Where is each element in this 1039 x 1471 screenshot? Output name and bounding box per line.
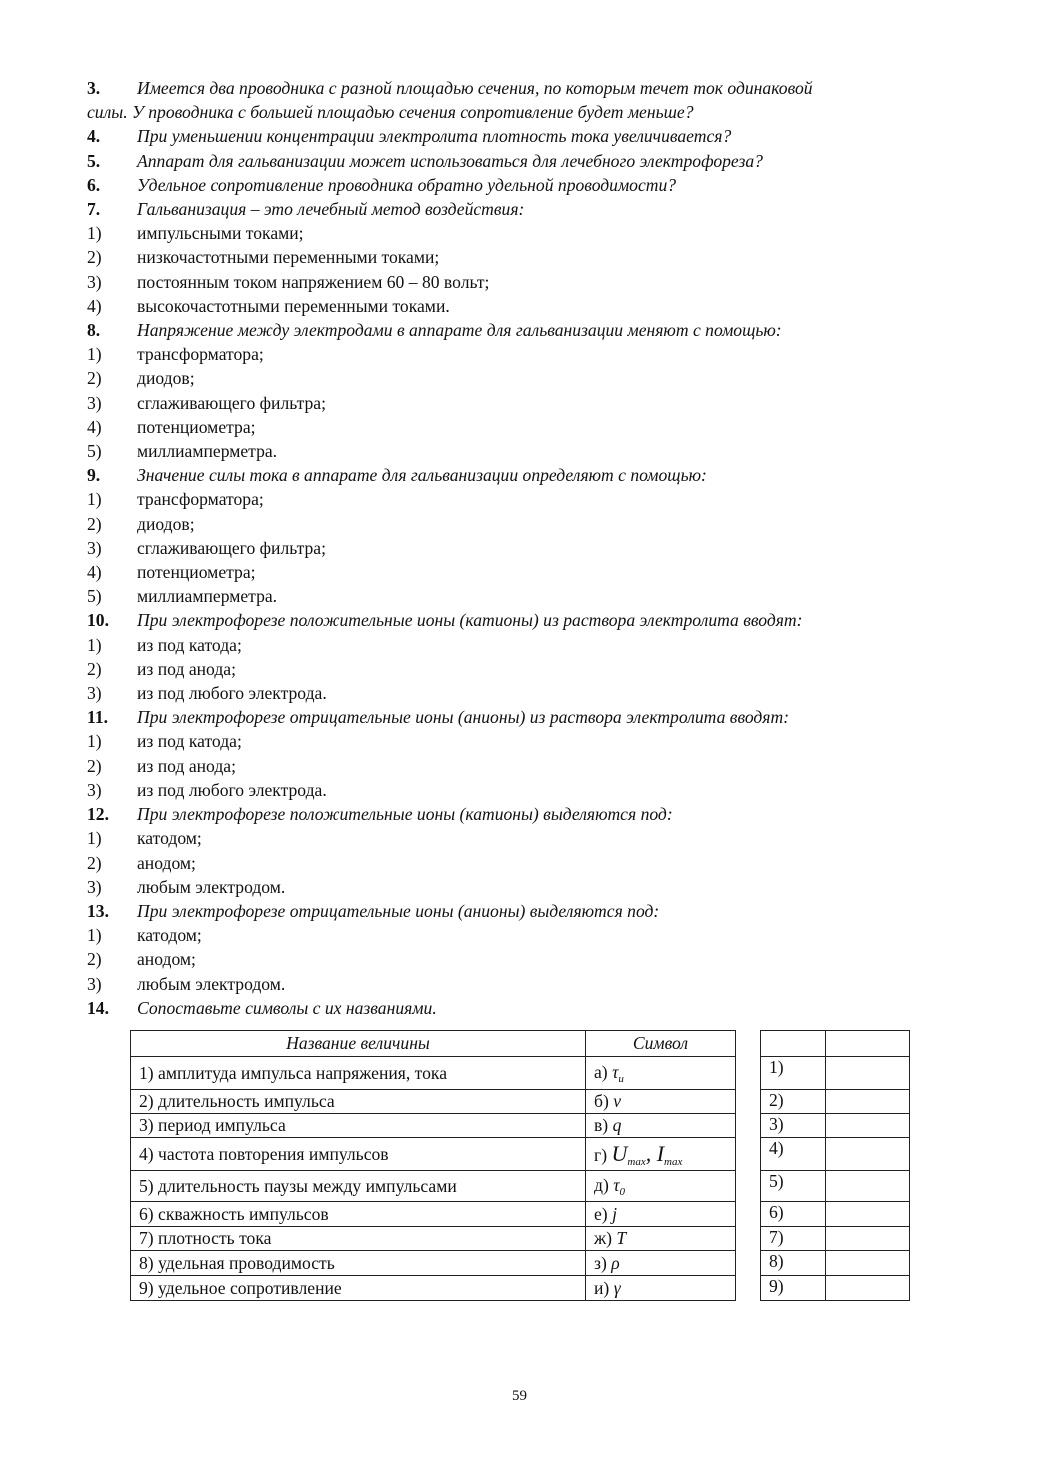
answer-option <box>87 487 957 511</box>
option-text: миллиамперметра. <box>137 441 278 462</box>
option-number: 4) <box>87 295 102 316</box>
quantity-symbol <box>586 1138 736 1171</box>
option-number: 3) <box>87 271 102 292</box>
question-row <box>87 899 957 923</box>
quantity-symbol <box>586 1090 736 1114</box>
answer-number: 9) <box>761 1276 826 1301</box>
quantity-name: 2) длительность импульса <box>131 1090 586 1114</box>
symbol-letter: д) <box>594 1174 609 1195</box>
quantity-symbol <box>586 1114 736 1138</box>
question-text: При уменьшении концентрации электролита плотность тока увеличивается? <box>137 126 732 147</box>
answer-option <box>87 391 957 415</box>
quantity-name: 7) плотность тока <box>131 1227 586 1251</box>
column-header-symbol: Символ <box>586 1031 736 1057</box>
answer-cell[interactable] <box>826 1251 910 1276</box>
option-number: 3) <box>87 683 102 704</box>
question-text: Аппарат для гальванизации может использоваться для лечебного электрофореза? <box>137 150 763 171</box>
option-number: 4) <box>87 562 102 583</box>
answer-cell[interactable] <box>826 1057 910 1090</box>
option-number: 3) <box>87 537 102 558</box>
symbol-subscript: и <box>618 1072 624 1085</box>
question-number: 8. <box>87 320 101 341</box>
matching-row <box>131 1227 736 1251</box>
symbol-letter: ж) <box>594 1228 613 1248</box>
quantity-symbol <box>586 1202 736 1227</box>
answer-number: 8) <box>761 1251 826 1276</box>
option-text: миллиамперметра. <box>137 586 278 607</box>
answer-option <box>87 584 957 608</box>
option-text: катодом; <box>137 925 202 946</box>
quantity-name: 9) удельное сопротивление <box>131 1276 586 1301</box>
matching-row <box>131 1138 736 1171</box>
symbol-letter: а) <box>594 1061 608 1082</box>
symbol-glyph: ν <box>613 1091 622 1111</box>
answer-option <box>87 947 957 971</box>
question-row <box>87 802 957 826</box>
quantity-symbol <box>586 1251 736 1276</box>
symbol-glyph: τ <box>612 1061 619 1082</box>
answer-option <box>87 439 957 463</box>
question-text-continued: силы. У проводника с большей площадью сечения сопротивление будет меньше? <box>87 102 694 123</box>
question-number: 3. <box>87 78 101 98</box>
symbol-subscript: max <box>627 1155 646 1168</box>
question-number: 11. <box>87 707 109 728</box>
question-text: При электрофорезе положительные ионы (катионы) из раствора электролита вводят: <box>137 610 803 631</box>
answer-number: 3) <box>761 1114 826 1138</box>
answer-option <box>87 923 957 947</box>
quantity-symbol <box>586 1276 736 1301</box>
answer-cell[interactable] <box>826 1090 910 1114</box>
option-text: сглаживающего фильтра; <box>137 392 326 413</box>
answer-cell[interactable] <box>826 1276 910 1301</box>
matching-row <box>131 1202 736 1227</box>
option-text: из под анода; <box>137 755 236 776</box>
quantity-name: 1) амплитуда импульса напряжения, тока <box>131 1057 586 1090</box>
option-text: низкочастотными переменными токами; <box>137 247 440 268</box>
option-number: 4) <box>87 416 102 437</box>
answer-cell[interactable] <box>826 1114 910 1138</box>
question-number: 14. <box>87 997 109 1018</box>
option-number: 1) <box>87 223 102 244</box>
quantity-symbol <box>586 1171 736 1202</box>
symbol-glyph: τ <box>613 1174 620 1195</box>
answer-option <box>87 778 957 802</box>
answer-option <box>87 294 957 318</box>
option-text: любым электродом. <box>137 876 286 897</box>
answer-table <box>760 1030 910 1301</box>
symbol-glyph: j <box>612 1203 617 1224</box>
option-number: 3) <box>87 876 102 897</box>
question-row <box>87 173 957 197</box>
answer-row <box>761 1138 910 1171</box>
question-text: Имеется два проводника с разной площадью сечения, по которым течет ток одинаковой <box>137 78 813 98</box>
option-text: из под любого электрода. <box>137 683 327 704</box>
option-number: 1) <box>87 925 102 946</box>
question-number: 5. <box>87 150 101 171</box>
option-text: диодов; <box>137 513 195 534</box>
question-row <box>87 124 957 148</box>
question-text: Удельное сопротивление проводника обратно удельной проводимости? <box>137 174 677 195</box>
option-number: 1) <box>87 731 102 752</box>
answer-option <box>87 729 957 753</box>
answer-number: 2) <box>761 1090 826 1114</box>
option-text: потенциометра; <box>137 416 256 437</box>
quantity-symbol <box>586 1057 736 1090</box>
symbol-glyph: γ <box>613 1277 621 1298</box>
answer-number: 7) <box>761 1227 826 1251</box>
option-number: 1) <box>87 344 102 365</box>
answer-option <box>87 512 957 536</box>
answer-number <box>761 1031 826 1057</box>
answer-cell[interactable] <box>826 1171 910 1202</box>
answer-cell[interactable] <box>826 1227 910 1251</box>
option-text: катодом; <box>137 828 202 849</box>
option-number: 3) <box>87 392 102 413</box>
question-row-continued <box>87 100 957 124</box>
option-number: 5) <box>87 586 102 607</box>
option-number: 2) <box>87 949 102 970</box>
question-row <box>87 996 957 1020</box>
option-number: 5) <box>87 441 102 462</box>
symbol-letter: в) <box>594 1115 609 1135</box>
option-text: постоянным током напряжением 60 – 80 вольт; <box>137 271 490 292</box>
option-text: из под катода; <box>137 731 242 752</box>
answer-option <box>87 633 957 657</box>
question-number: 4. <box>87 126 101 147</box>
question-number: 13. <box>87 900 109 921</box>
option-text: анодом; <box>137 852 196 873</box>
option-text: анодом; <box>137 949 196 970</box>
matching-row <box>131 1090 736 1114</box>
question-row <box>87 463 957 487</box>
option-number: 2) <box>87 247 102 268</box>
answer-row <box>761 1202 910 1227</box>
option-number: 2) <box>87 658 102 679</box>
answer-option <box>87 342 957 366</box>
answer-option <box>87 657 957 681</box>
matching-row <box>131 1251 736 1276</box>
question-row <box>87 318 957 342</box>
answer-option <box>87 875 957 899</box>
answer-cell[interactable] <box>826 1202 910 1227</box>
column-header-name: Название величины <box>131 1031 586 1057</box>
answer-option <box>87 221 957 245</box>
matching-tables <box>130 1030 910 1312</box>
question-row <box>87 149 957 173</box>
question-list <box>87 76 957 1020</box>
option-text: сглаживающего фильтра; <box>137 537 326 558</box>
question-row <box>87 608 957 632</box>
option-text: потенциометра; <box>137 562 256 583</box>
answer-row <box>761 1057 910 1090</box>
answer-row <box>761 1031 910 1057</box>
answer-option <box>87 415 957 439</box>
matching-table <box>130 1030 736 1301</box>
question-row <box>87 76 957 100</box>
answer-option <box>87 972 957 996</box>
symbol-letter: б) <box>594 1091 609 1111</box>
question-text: Напряжение между электродами в аппарате для гальванизации меняют с помощью: <box>137 320 782 341</box>
question-number: 6. <box>87 174 101 195</box>
answer-option <box>87 851 957 875</box>
symbol-glyph: ρ <box>611 1252 620 1273</box>
option-number: 3) <box>87 779 102 800</box>
question-number: 12. <box>87 804 109 825</box>
option-number: 1) <box>87 634 102 655</box>
answer-row <box>761 1276 910 1301</box>
answer-option <box>87 270 957 294</box>
quantity-name: 4) частота повторения импульсов <box>131 1138 586 1171</box>
symbol-subscript-2: max <box>664 1155 683 1168</box>
option-number: 2) <box>87 513 102 534</box>
answer-number: 4) <box>761 1138 826 1171</box>
quantity-name: 6) скважность импульсов <box>131 1202 586 1227</box>
answer-option <box>87 826 957 850</box>
answer-number: 6) <box>761 1202 826 1227</box>
quantity-name: 8) удельная проводимость <box>131 1251 586 1276</box>
answer-option <box>87 754 957 778</box>
matching-row <box>131 1057 736 1090</box>
symbol-glyph: U <box>611 1140 628 1166</box>
answer-option <box>87 366 957 390</box>
symbol-subscript: 0 <box>619 1185 626 1198</box>
answer-cell[interactable] <box>826 1031 910 1057</box>
question-text: При электрофорезе отрицательные ионы (анионы) выделяются под: <box>137 900 660 921</box>
question-number: 10. <box>87 610 109 631</box>
answer-row <box>761 1114 910 1138</box>
answer-option <box>87 681 957 705</box>
option-number: 2) <box>87 368 102 389</box>
quantity-name: 5) длительность паузы между импульсами <box>131 1171 586 1202</box>
symbol-letter: и) <box>594 1277 610 1298</box>
answer-number: 1) <box>761 1057 826 1090</box>
symbol-glyph-2: , I <box>645 1140 665 1166</box>
matching-row <box>131 1276 736 1301</box>
question-text: Гальванизация – это лечебный метод воздействия: <box>137 199 525 220</box>
quantity-symbol <box>586 1227 736 1251</box>
question-text: Значение силы тока в аппарате для гальванизации определяют с помощью: <box>137 465 707 486</box>
page-number: 59 <box>512 1388 527 1404</box>
answer-option <box>87 245 957 269</box>
option-text: высокочастотными переменными токами. <box>137 295 450 316</box>
option-text: импульсными токами; <box>137 223 304 244</box>
option-text: из под анода; <box>137 658 236 679</box>
answer-row <box>761 1090 910 1114</box>
question-number: 9. <box>87 465 101 486</box>
option-number: 1) <box>87 489 102 510</box>
question-number: 7. <box>87 199 101 220</box>
matching-row <box>131 1171 736 1202</box>
question-text: При электрофорезе отрицательные ионы (анионы) из раствора электролита вводят: <box>137 707 790 728</box>
option-text: трансформатора; <box>137 344 264 365</box>
answer-option <box>87 536 957 560</box>
question-row <box>87 705 957 729</box>
option-number: 2) <box>87 755 102 776</box>
option-text: из под любого электрода. <box>137 779 327 800</box>
option-text: трансформатора; <box>137 489 264 510</box>
answer-row <box>761 1251 910 1276</box>
question-text: Сопоставьте символы с их названиями. <box>137 997 437 1018</box>
answer-number: 5) <box>761 1171 826 1202</box>
matching-row <box>131 1114 736 1138</box>
symbol-letter: г) <box>594 1144 608 1165</box>
option-number: 1) <box>87 828 102 849</box>
option-text: из под катода; <box>137 634 242 655</box>
answer-row <box>761 1227 910 1251</box>
quantity-name: 3) период импульса <box>131 1114 586 1138</box>
symbol-glyph: T <box>616 1228 627 1248</box>
symbol-letter: е) <box>594 1203 608 1224</box>
option-text: любым электродом. <box>137 973 286 994</box>
answer-option <box>87 560 957 584</box>
answer-cell[interactable] <box>826 1138 910 1171</box>
symbol-glyph: q <box>612 1115 622 1135</box>
question-text: При электрофорезе положительные ионы (катионы) выделяются под: <box>137 804 673 825</box>
option-number: 3) <box>87 973 102 994</box>
option-number: 2) <box>87 852 102 873</box>
answer-row <box>761 1171 910 1202</box>
symbol-letter: з) <box>594 1252 607 1273</box>
option-text: диодов; <box>137 368 195 389</box>
question-row <box>87 197 957 221</box>
